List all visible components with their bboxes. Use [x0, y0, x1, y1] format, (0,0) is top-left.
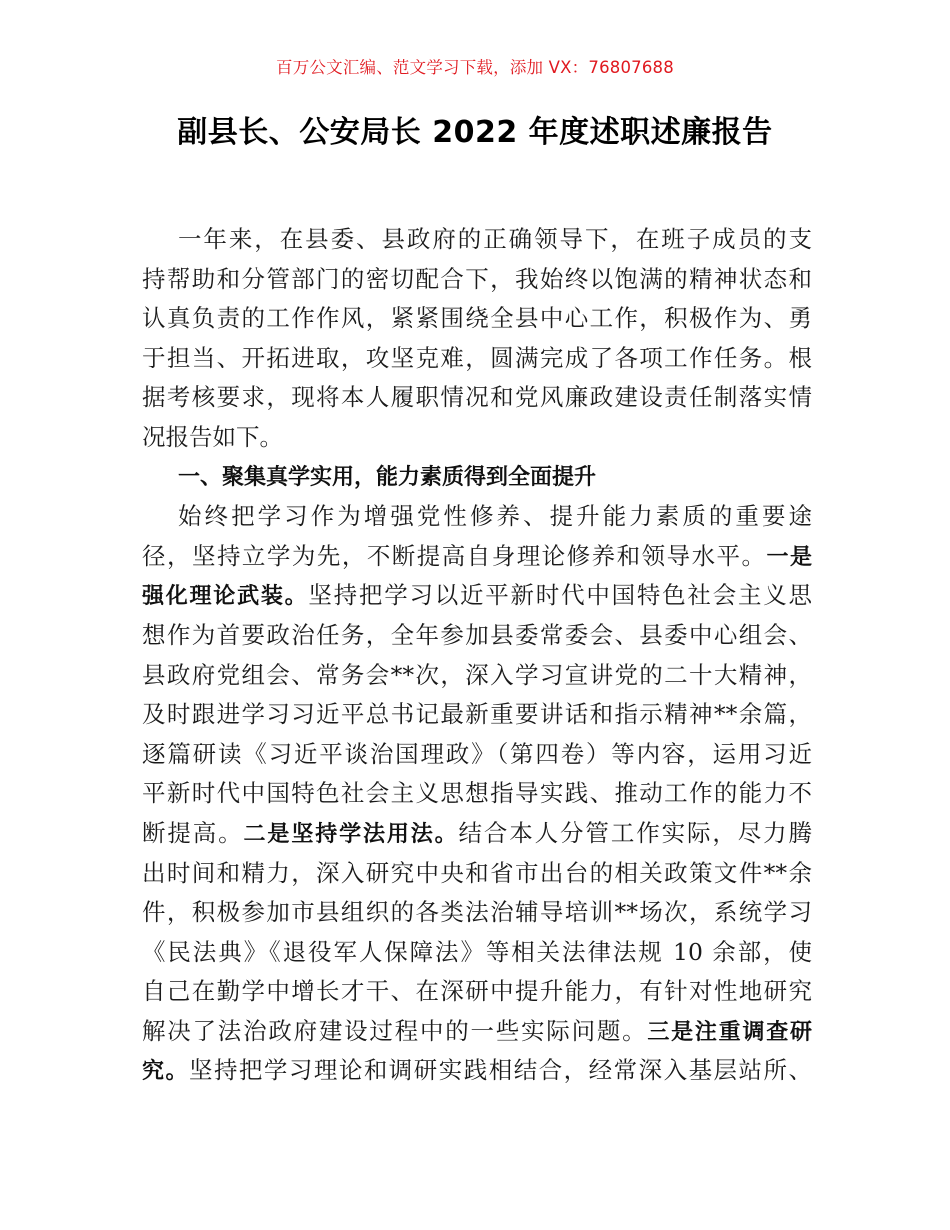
paragraph-study-line: 《民法典》《退役军人保障法》等相关法律法规 10 余部，使 [142, 937, 812, 966]
paragraph-intro-line: 一年来，在县委、县政府的正确领导下，在班子成员的支 [178, 225, 812, 253]
paragraph-study-line [142, 814, 812, 854]
document-body [142, 220, 812, 1091]
paragraph-study-line: 始终把学习作为增强党性修养、提升能力素质的重要途 [178, 502, 812, 531]
paragraph-study-line [142, 537, 812, 577]
text-run: 径，坚持立学为先，不断提高自身理论修养和领导水平。 [142, 541, 767, 570]
bold-run: 强化理论武装。 [142, 584, 309, 610]
paragraph-study-line: 县政府党组会、常务会**次，深入学习宣讲党的二十大精神， [142, 660, 812, 689]
bold-run: 一是 [766, 544, 812, 570]
bold-run: 三是注重调查研 [647, 1019, 812, 1045]
document-title: 副县长、公安局长 2022 年度述职述廉报告 [177, 115, 773, 150]
bold-run: 二是坚持学法用法。 [243, 821, 459, 847]
text-run: 坚持把学习以近平新时代中国特色社会主义思 [308, 581, 812, 610]
paragraph-study-line: 出时间和精力，深入研究中央和省市出台的相关政策文件**余 [142, 858, 812, 887]
paragraph-study-line: 件，积极参加市县组织的各类法治辅导培训**场次，系统学习 [142, 898, 812, 927]
paragraph-intro-line: 于担当、开拓进取，攻坚克难，圆满完成了各项工作任务。根 [142, 343, 812, 372]
text-run: 结合本人分管工作实际，尽力腾 [458, 818, 813, 847]
text-run: 坚持把学习理论和调研实践相结合，经常深入基层站所、 [188, 1056, 812, 1085]
paragraph-study-line: 想作为首要政治任务，全年参加县委常委会、县委中心组会、 [142, 620, 812, 649]
paragraph-study-line: 自己在勤学中增长才干、在深研中提升能力，有针对性地研究 [142, 977, 812, 1006]
paragraph-study-line: 逐篇研读《习近平谈治国理政》（第四卷）等内容，运用习近 [142, 739, 812, 768]
watermark-banner: 百万公文汇编、范文学习下载，添加 VX：76807688 [276, 58, 674, 77]
text-run: 断提高。 [142, 818, 244, 847]
paragraph-study-line [142, 1051, 812, 1091]
text-run: 解决了法治政府建设过程中的一些实际问题。 [142, 1016, 648, 1045]
paragraph-intro-line: 持帮助和分管部门的密切配合下，我始终以饱满的精神状态和 [142, 264, 812, 293]
paragraph-study-line: 平新时代中国特色社会主义思想指导实践、推动工作的能力不 [142, 779, 812, 808]
paragraph-intro-line: 认真负责的工作作风，紧紧围绕全县中心工作，积极作为、勇 [142, 304, 812, 333]
paragraph-intro-line: 据考核要求，现将本人履职情况和党风廉政建设责任制落实情 [142, 383, 812, 412]
paragraph-study-line [142, 1012, 812, 1052]
paragraph-study-line [142, 576, 812, 616]
bold-run: 究。 [142, 1059, 189, 1085]
paragraph-study-line: 及时跟进学习习近平总书记最新重要讲话和指示精神**余篇， [142, 700, 812, 729]
section-heading-1: 一、聚集真学实用，能力素质得到全面提升 [178, 464, 597, 490]
paragraph-intro-line: 况报告如下。 [142, 422, 283, 451]
